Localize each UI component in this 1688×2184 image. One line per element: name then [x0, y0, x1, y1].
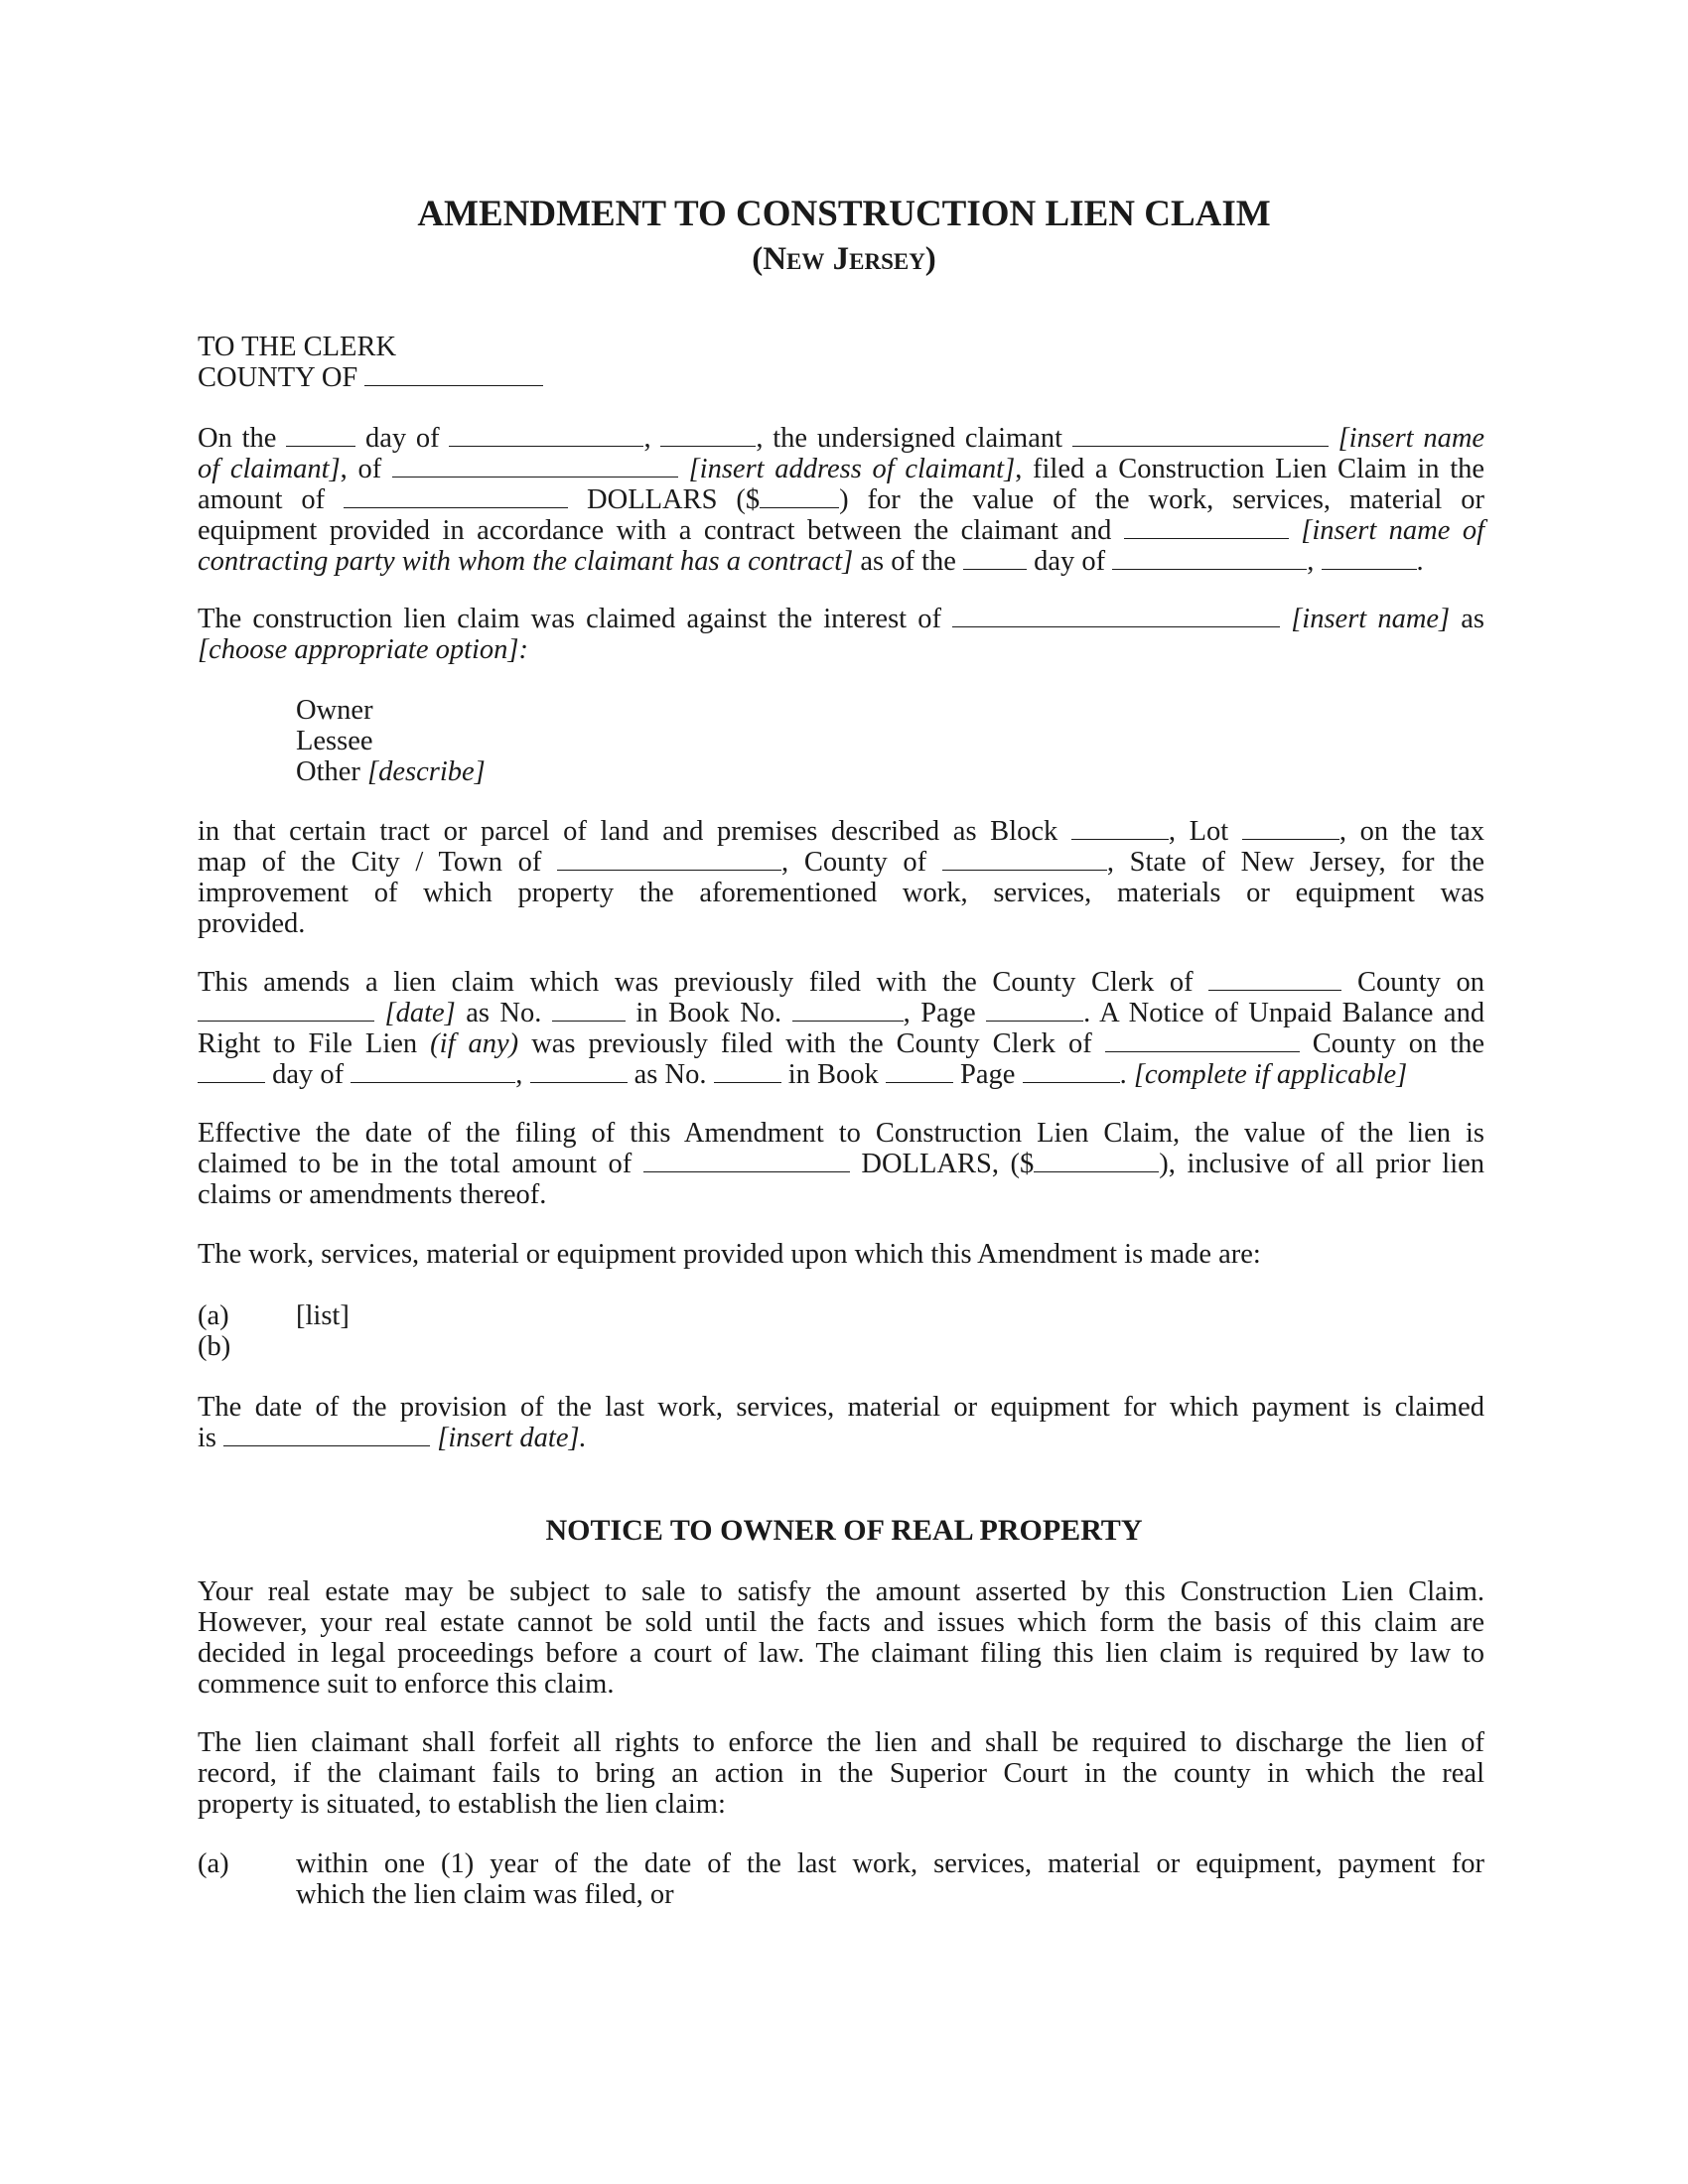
claim-line-1: On the day of , , the undersigned claimant [insert name: [198, 423, 1485, 454]
notice-paragraph-2: [198, 1727, 1484, 1820]
document-title: AMENDMENT TO CONSTRUCTION LIEN CLAIM: [417, 194, 1271, 234]
effective-line-2: claimed to be in the total amount of DOLLARS, ($ ), inclusive of all prior lien: [198, 1149, 1485, 1179]
claim-line-3: amount of DOLLARS ($ ) for the value of the work, services, material or: [198, 484, 1484, 515]
town-blank: [557, 848, 781, 871]
filed-date-blank: [198, 999, 374, 1022]
block-blank: [1071, 817, 1169, 840]
last-work-date-blank: [223, 1424, 430, 1446]
effective-line-3: claims or amendments thereof.: [198, 1179, 547, 1210]
notice-list-item-a-text: [296, 1848, 1484, 1910]
notice-no-blank: [714, 1060, 781, 1083]
amends-paragraph: [198, 967, 1484, 1090]
contracting-party-blank: [1124, 516, 1289, 539]
document-subtitle: (New Jersey): [752, 241, 936, 277]
land-line-4: provided.: [198, 908, 306, 939]
land-paragraph: [198, 816, 1484, 939]
last-work-paragraph: [198, 1392, 1484, 1453]
claim-line-5: contracting party with whom the claimant has a contract] as of the day of , .: [198, 546, 1424, 577]
notice-list-item-a-label: (a): [198, 1848, 229, 1879]
total-amount-figure-blank: [1034, 1150, 1159, 1172]
claimant-name-blank: [1072, 424, 1329, 447]
amount-words-blank: [344, 485, 568, 508]
day-blank: [286, 424, 355, 447]
filed-no-blank: [552, 999, 626, 1022]
notice-month-blank: [351, 1060, 515, 1083]
option-owner: Owner: [296, 695, 373, 726]
notice-list-line-2: which the lien claim was filed, or: [296, 1879, 674, 1910]
county-blank: [364, 363, 543, 386]
addressee-line-2: COUNTY OF: [198, 362, 1484, 393]
notice-p2-line-2: record, if the claimant fails to bring an action in the Superior Court in the county in which the real: [198, 1758, 1484, 1789]
clerk-county-blank: [1208, 968, 1341, 991]
work-line-1: The work, services, material or equipment provided upon which this Amendment is made are:: [198, 1239, 1261, 1270]
notice-list-line-1: within one (1) year of the date of the last work, services, material or equipment, payment for: [296, 1848, 1484, 1879]
claim-line-2: of claimant], of [insert address of claimant], filed a Construction Lien Claim in the: [198, 454, 1485, 484]
notice-county-blank: [1105, 1029, 1300, 1052]
work-list-item-a-label: (a): [198, 1300, 229, 1331]
effective-line-1: Effective the date of the filing of this Amendment to Construction Lien Claim, the value of the lien is: [198, 1118, 1484, 1149]
addressee-line-1: TO THE CLERK: [198, 332, 397, 362]
option-lessee: Lessee: [296, 726, 373, 756]
total-amount-words-blank: [643, 1150, 850, 1172]
notice-p1-line-3: decided in legal proceedings before a court of law. The claimant filing this lien claim is required by law to: [198, 1638, 1484, 1669]
interest-line-2: [choose appropriate option]:: [198, 634, 529, 665]
addressee: [198, 332, 1484, 393]
last-work-line-2: is [insert date].: [198, 1423, 587, 1453]
notice-p2-line-1: The lien claimant shall forfeit all rights to enforce the lien and shall be required to discharge the lien of: [198, 1727, 1484, 1758]
work-paragraph: [198, 1239, 1484, 1270]
amends-line-3: Right to File Lien (if any) was previously filed with the County Clerk of County on the: [198, 1028, 1485, 1059]
amends-line-2: [date] as No. in Book No. , Page . A Notice of Unpaid Balance and: [198, 998, 1484, 1028]
notice-p1-line-4: commence suit to enforce this claim.: [198, 1669, 615, 1700]
interest-options: [296, 695, 486, 787]
claim-paragraph: [198, 423, 1484, 577]
option-other: Other [describe]: [296, 756, 486, 787]
notice-p1-line-1: Your real estate may be subject to sale to satisfy the amount asserted by this Construction Lien Claim.: [198, 1576, 1484, 1607]
month-blank: [449, 424, 643, 447]
amends-line-1: This amends a lien claim which was previously filed with the County Clerk of County on: [198, 967, 1485, 998]
page-blank: [986, 999, 1083, 1022]
notice-paragraph-1: [198, 1576, 1484, 1700]
claimant-address-blank: [392, 455, 678, 478]
book-no-blank: [792, 999, 904, 1022]
land-line-3: improvement of which property the aforementioned work, services, materials or equipment was: [198, 878, 1484, 908]
land-line-1: in that certain tract or parcel of land and premises described as Block , Lot , on the tax: [198, 816, 1485, 847]
county-of-blank: [942, 848, 1107, 871]
contract-month-blank: [1112, 547, 1307, 570]
contract-day-blank: [963, 547, 1027, 570]
year-blank: [660, 424, 756, 447]
work-list-item-b-label: (b): [198, 1331, 231, 1362]
notice-heading: NOTICE TO OWNER OF REAL PROPERTY: [545, 1514, 1143, 1547]
interest-paragraph: [198, 604, 1484, 665]
amends-line-4: day of , as No. in Book Page . [complete if applicable]: [198, 1059, 1484, 1090]
interest-name-blank: [952, 605, 1280, 627]
effective-paragraph: [198, 1118, 1484, 1210]
work-list-item-a-text: [list]: [296, 1300, 350, 1331]
land-line-2: map of the City / Town of , County of , State of New Jersey, for the: [198, 847, 1485, 878]
notice-book-blank: [886, 1060, 953, 1083]
notice-day-blank: [198, 1060, 265, 1083]
claim-line-4: equipment provided in accordance with a contract between the claimant and [insert name of: [198, 515, 1485, 546]
notice-p1-line-2: However, your real estate cannot be sold until the facts and issues which form the basis of this claim are: [198, 1607, 1484, 1638]
notice-page-blank: [1023, 1060, 1120, 1083]
lot-blank: [1242, 817, 1339, 840]
notice-p2-line-3: property is situated, to establish the lien claim:: [198, 1789, 726, 1820]
interest-line-1: The construction lien claim was claimed against the interest of [insert name] as: [198, 604, 1485, 634]
contract-year-blank: [1322, 547, 1417, 570]
notice-year-blank: [530, 1060, 628, 1083]
last-work-line-1: The date of the provision of the last work, services, material or equipment for which payment is claimed: [198, 1392, 1484, 1423]
amount-figure-blank: [760, 485, 839, 508]
